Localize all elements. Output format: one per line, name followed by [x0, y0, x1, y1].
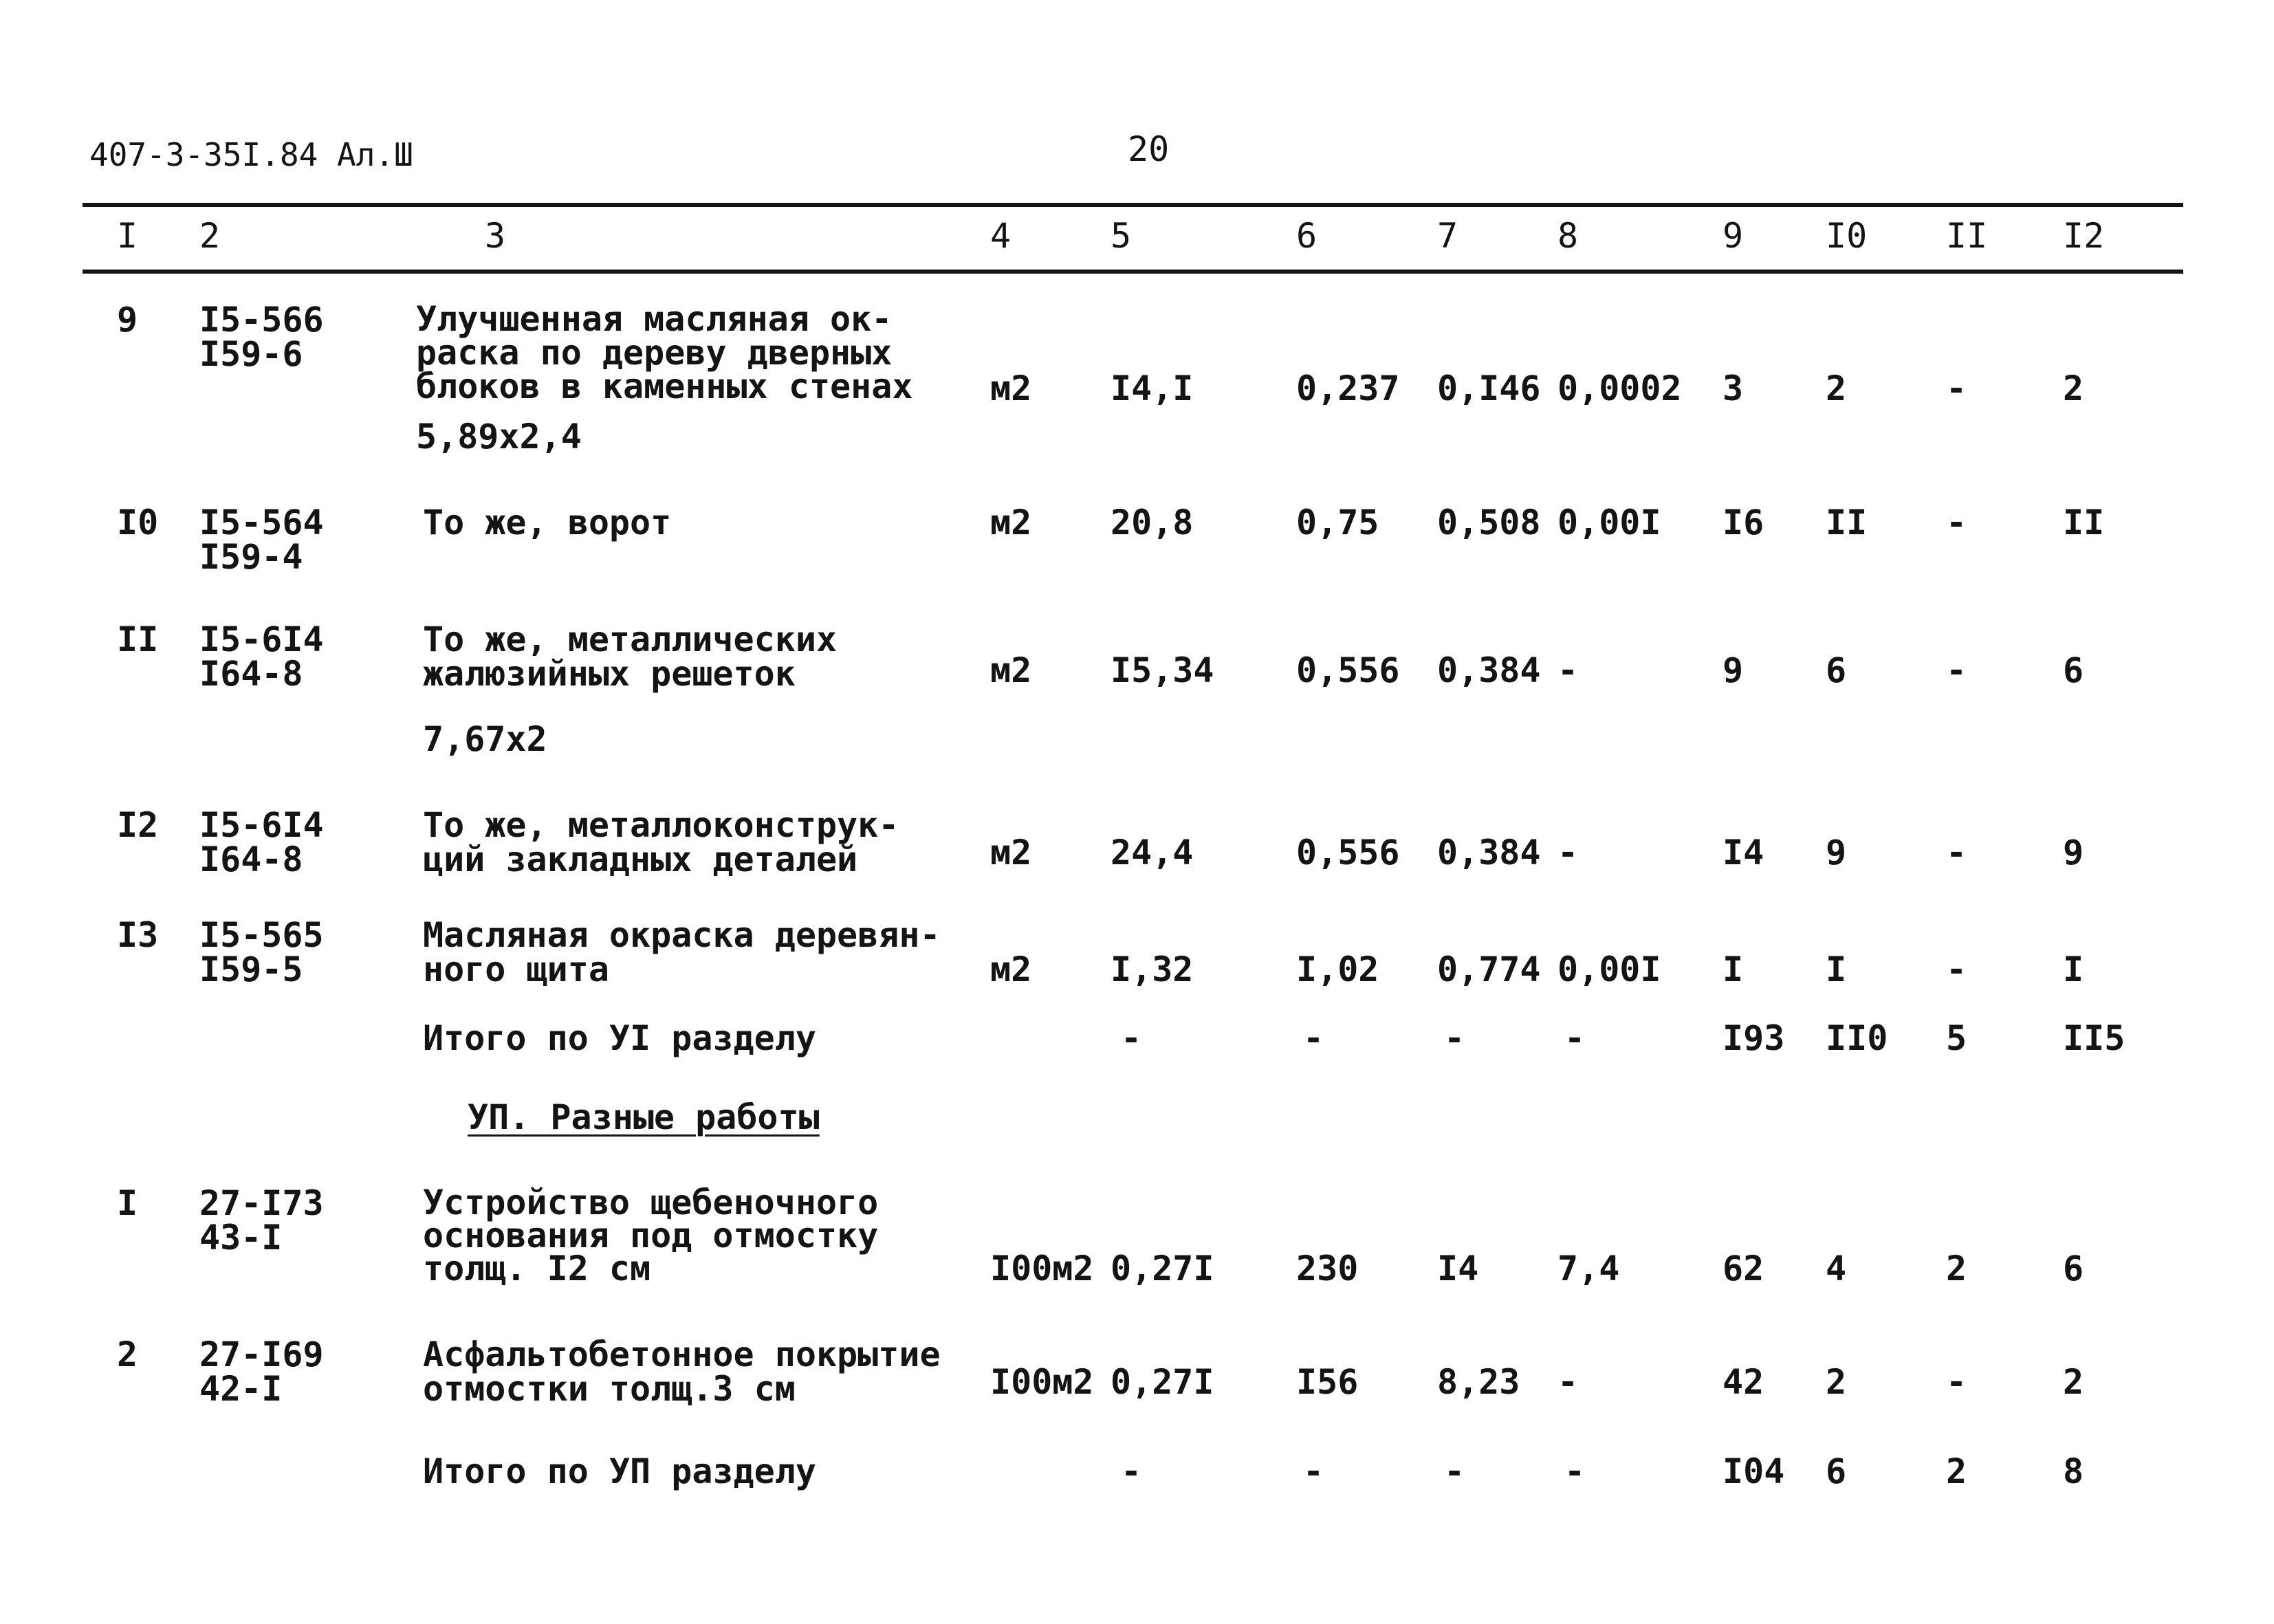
- col-header-2: 2: [199, 216, 221, 256]
- row-col10: 2: [1826, 369, 1847, 408]
- total-col5: -: [1121, 1451, 1142, 1491]
- row-number: I0: [117, 503, 159, 542]
- row-code: I5-6I4 I64-8: [199, 805, 324, 879]
- row-col10: II: [1826, 503, 1868, 542]
- row-col9: 42: [1723, 1362, 1764, 1402]
- row-col6: 230: [1296, 1249, 1359, 1288]
- row-col9: I6: [1723, 503, 1764, 542]
- row-col8: -: [1557, 1362, 1579, 1402]
- row-col7: 0,384: [1437, 833, 1541, 873]
- col-header-9: 9: [1723, 216, 1744, 256]
- row-col6: 0,556: [1296, 833, 1400, 873]
- row-col11: 2: [1946, 1249, 1967, 1288]
- row-col9: 62: [1723, 1249, 1764, 1288]
- total-col10: II0: [1826, 1018, 1888, 1058]
- row-quantity: I,32: [1111, 950, 1194, 989]
- row-col10: 6: [1826, 650, 1847, 690]
- section-total-label: Итого по УI разделу: [423, 1018, 816, 1058]
- row-quantity: 0,27I: [1111, 1362, 1214, 1402]
- row-col12: 6: [2063, 650, 2084, 690]
- row-col9: I4: [1723, 833, 1764, 873]
- row-col10: 4: [1826, 1249, 1847, 1288]
- total-col10: 6: [1826, 1451, 1847, 1491]
- row-col7: 0,508: [1437, 503, 1541, 542]
- col-header-12: I2: [2063, 216, 2105, 256]
- row-unit: I00м2: [990, 1249, 1094, 1288]
- row-dimensions: 5,89x2,4: [416, 417, 582, 457]
- row-col7: 8,23: [1437, 1362, 1520, 1402]
- total-col9: I93: [1723, 1018, 1785, 1058]
- row-quantity: I5,34: [1111, 650, 1214, 690]
- col-header-11: II: [1946, 216, 1988, 256]
- row-col8: 7,4: [1557, 1249, 1620, 1288]
- row-description: То же, металлоконструк- ций закладных деталей: [423, 805, 899, 879]
- row-col8: 0,00I: [1557, 503, 1661, 542]
- row-col8: 0,0002: [1557, 369, 1682, 408]
- row-col6: I56: [1296, 1362, 1359, 1402]
- row-code: I5-566 I59-6: [199, 300, 324, 374]
- section-total-label: Итого по УП разделу: [423, 1451, 816, 1491]
- row-number: I: [117, 1183, 138, 1223]
- row-code: I5-564 I59-4: [199, 503, 324, 577]
- row-description: То же, металлических жалюзийных решеток: [423, 619, 838, 694]
- total-col8: -: [1564, 1018, 1586, 1058]
- row-col9: 9: [1723, 650, 1744, 690]
- row-col12: 9: [2063, 833, 2084, 873]
- row-code: 27-I69 42-I: [199, 1335, 324, 1409]
- row-description: То же, ворот: [423, 503, 672, 542]
- row-unit: м2: [990, 503, 1032, 542]
- row-col12: I: [2063, 950, 2084, 989]
- row-quantity: 20,8: [1111, 503, 1194, 542]
- document-code: 407-3-35I.84 Ал.Ш: [89, 136, 413, 173]
- row-col12: II: [2063, 503, 2105, 542]
- row-col11: -: [1946, 1362, 1967, 1402]
- row-unit: м2: [990, 369, 1032, 408]
- row-col12: 2: [2063, 1362, 2084, 1402]
- row-col11: -: [1946, 503, 1967, 542]
- row-col8: -: [1557, 650, 1579, 690]
- row-col12: 2: [2063, 369, 2084, 408]
- row-unit: I00м2: [990, 1362, 1094, 1402]
- row-quantity: 0,27I: [1111, 1249, 1214, 1288]
- section-title: УП. Разные работы: [468, 1097, 820, 1137]
- row-col9: 3: [1723, 369, 1744, 408]
- row-description: Масляная окраска деревян- ного щита: [423, 915, 941, 989]
- row-number: I2: [117, 805, 159, 845]
- row-col7: 0,774: [1437, 950, 1541, 989]
- row-col7: I4: [1437, 1249, 1479, 1288]
- col-header-6: 6: [1296, 216, 1318, 256]
- row-code: 27-I73 43-I: [199, 1183, 324, 1258]
- col-header-4: 4: [990, 216, 1012, 256]
- header-top-rule: [83, 203, 2183, 207]
- total-col12: 8: [2063, 1451, 2084, 1491]
- row-number: 9: [117, 300, 138, 340]
- row-col12: 6: [2063, 1249, 2084, 1288]
- col-header-7: 7: [1437, 216, 1458, 256]
- header-bottom-rule: [83, 270, 2183, 274]
- row-unit: м2: [990, 833, 1032, 873]
- total-col6: -: [1303, 1451, 1324, 1491]
- col-header-10: I0: [1826, 216, 1868, 256]
- col-header-3: 3: [485, 216, 506, 256]
- row-dimensions: 7,67x2: [423, 719, 547, 759]
- col-header-1: I: [117, 216, 138, 256]
- row-col10: I: [1826, 950, 1847, 989]
- row-col9: I: [1723, 950, 1744, 989]
- row-col7: 0,I46: [1437, 369, 1541, 408]
- row-number: II: [117, 619, 159, 659]
- total-col5: -: [1121, 1018, 1142, 1058]
- row-code: I5-6I4 I64-8: [199, 619, 324, 694]
- row-quantity: 24,4: [1111, 833, 1194, 873]
- total-col8: -: [1564, 1451, 1586, 1491]
- total-col6: -: [1303, 1018, 1324, 1058]
- row-quantity: I4,I: [1111, 369, 1194, 408]
- row-col7: 0,384: [1437, 650, 1541, 690]
- col-header-5: 5: [1111, 216, 1132, 256]
- row-unit: м2: [990, 650, 1032, 690]
- total-col7: -: [1444, 1451, 1465, 1491]
- row-col6: 0,237: [1296, 369, 1400, 408]
- page-number: 20: [1128, 129, 1170, 169]
- row-col11: -: [1946, 650, 1967, 690]
- row-col11: -: [1946, 950, 1967, 989]
- row-code: I5-565 I59-5: [199, 915, 324, 989]
- row-col10: 2: [1826, 1362, 1847, 1402]
- total-col7: -: [1444, 1018, 1465, 1058]
- col-header-8: 8: [1557, 216, 1579, 256]
- row-col6: I,02: [1296, 950, 1379, 989]
- total-col11: 5: [1946, 1018, 1967, 1058]
- row-col10: 9: [1826, 833, 1847, 873]
- total-col9: I04: [1723, 1451, 1785, 1491]
- row-number: I3: [117, 915, 159, 955]
- row-description: Улучшенная масляная ок- раска по дереву дверных блоков в каменных стенах: [416, 299, 913, 406]
- row-col8: 0,00I: [1557, 950, 1661, 989]
- row-col6: 0,75: [1296, 503, 1379, 542]
- total-col12: II5: [2063, 1018, 2125, 1058]
- row-unit: м2: [990, 950, 1032, 989]
- row-description: Устройство щебеночного основания под отмостку толщ. I2 см: [423, 1183, 879, 1288]
- row-description: Асфальтобетонное покрытие отмостки толщ.3 см: [423, 1335, 941, 1409]
- row-col11: -: [1946, 369, 1967, 408]
- row-col11: -: [1946, 833, 1967, 873]
- row-col8: -: [1557, 833, 1579, 873]
- row-col6: 0,556: [1296, 650, 1400, 690]
- total-col11: 2: [1946, 1451, 1967, 1491]
- row-number: 2: [117, 1335, 138, 1374]
